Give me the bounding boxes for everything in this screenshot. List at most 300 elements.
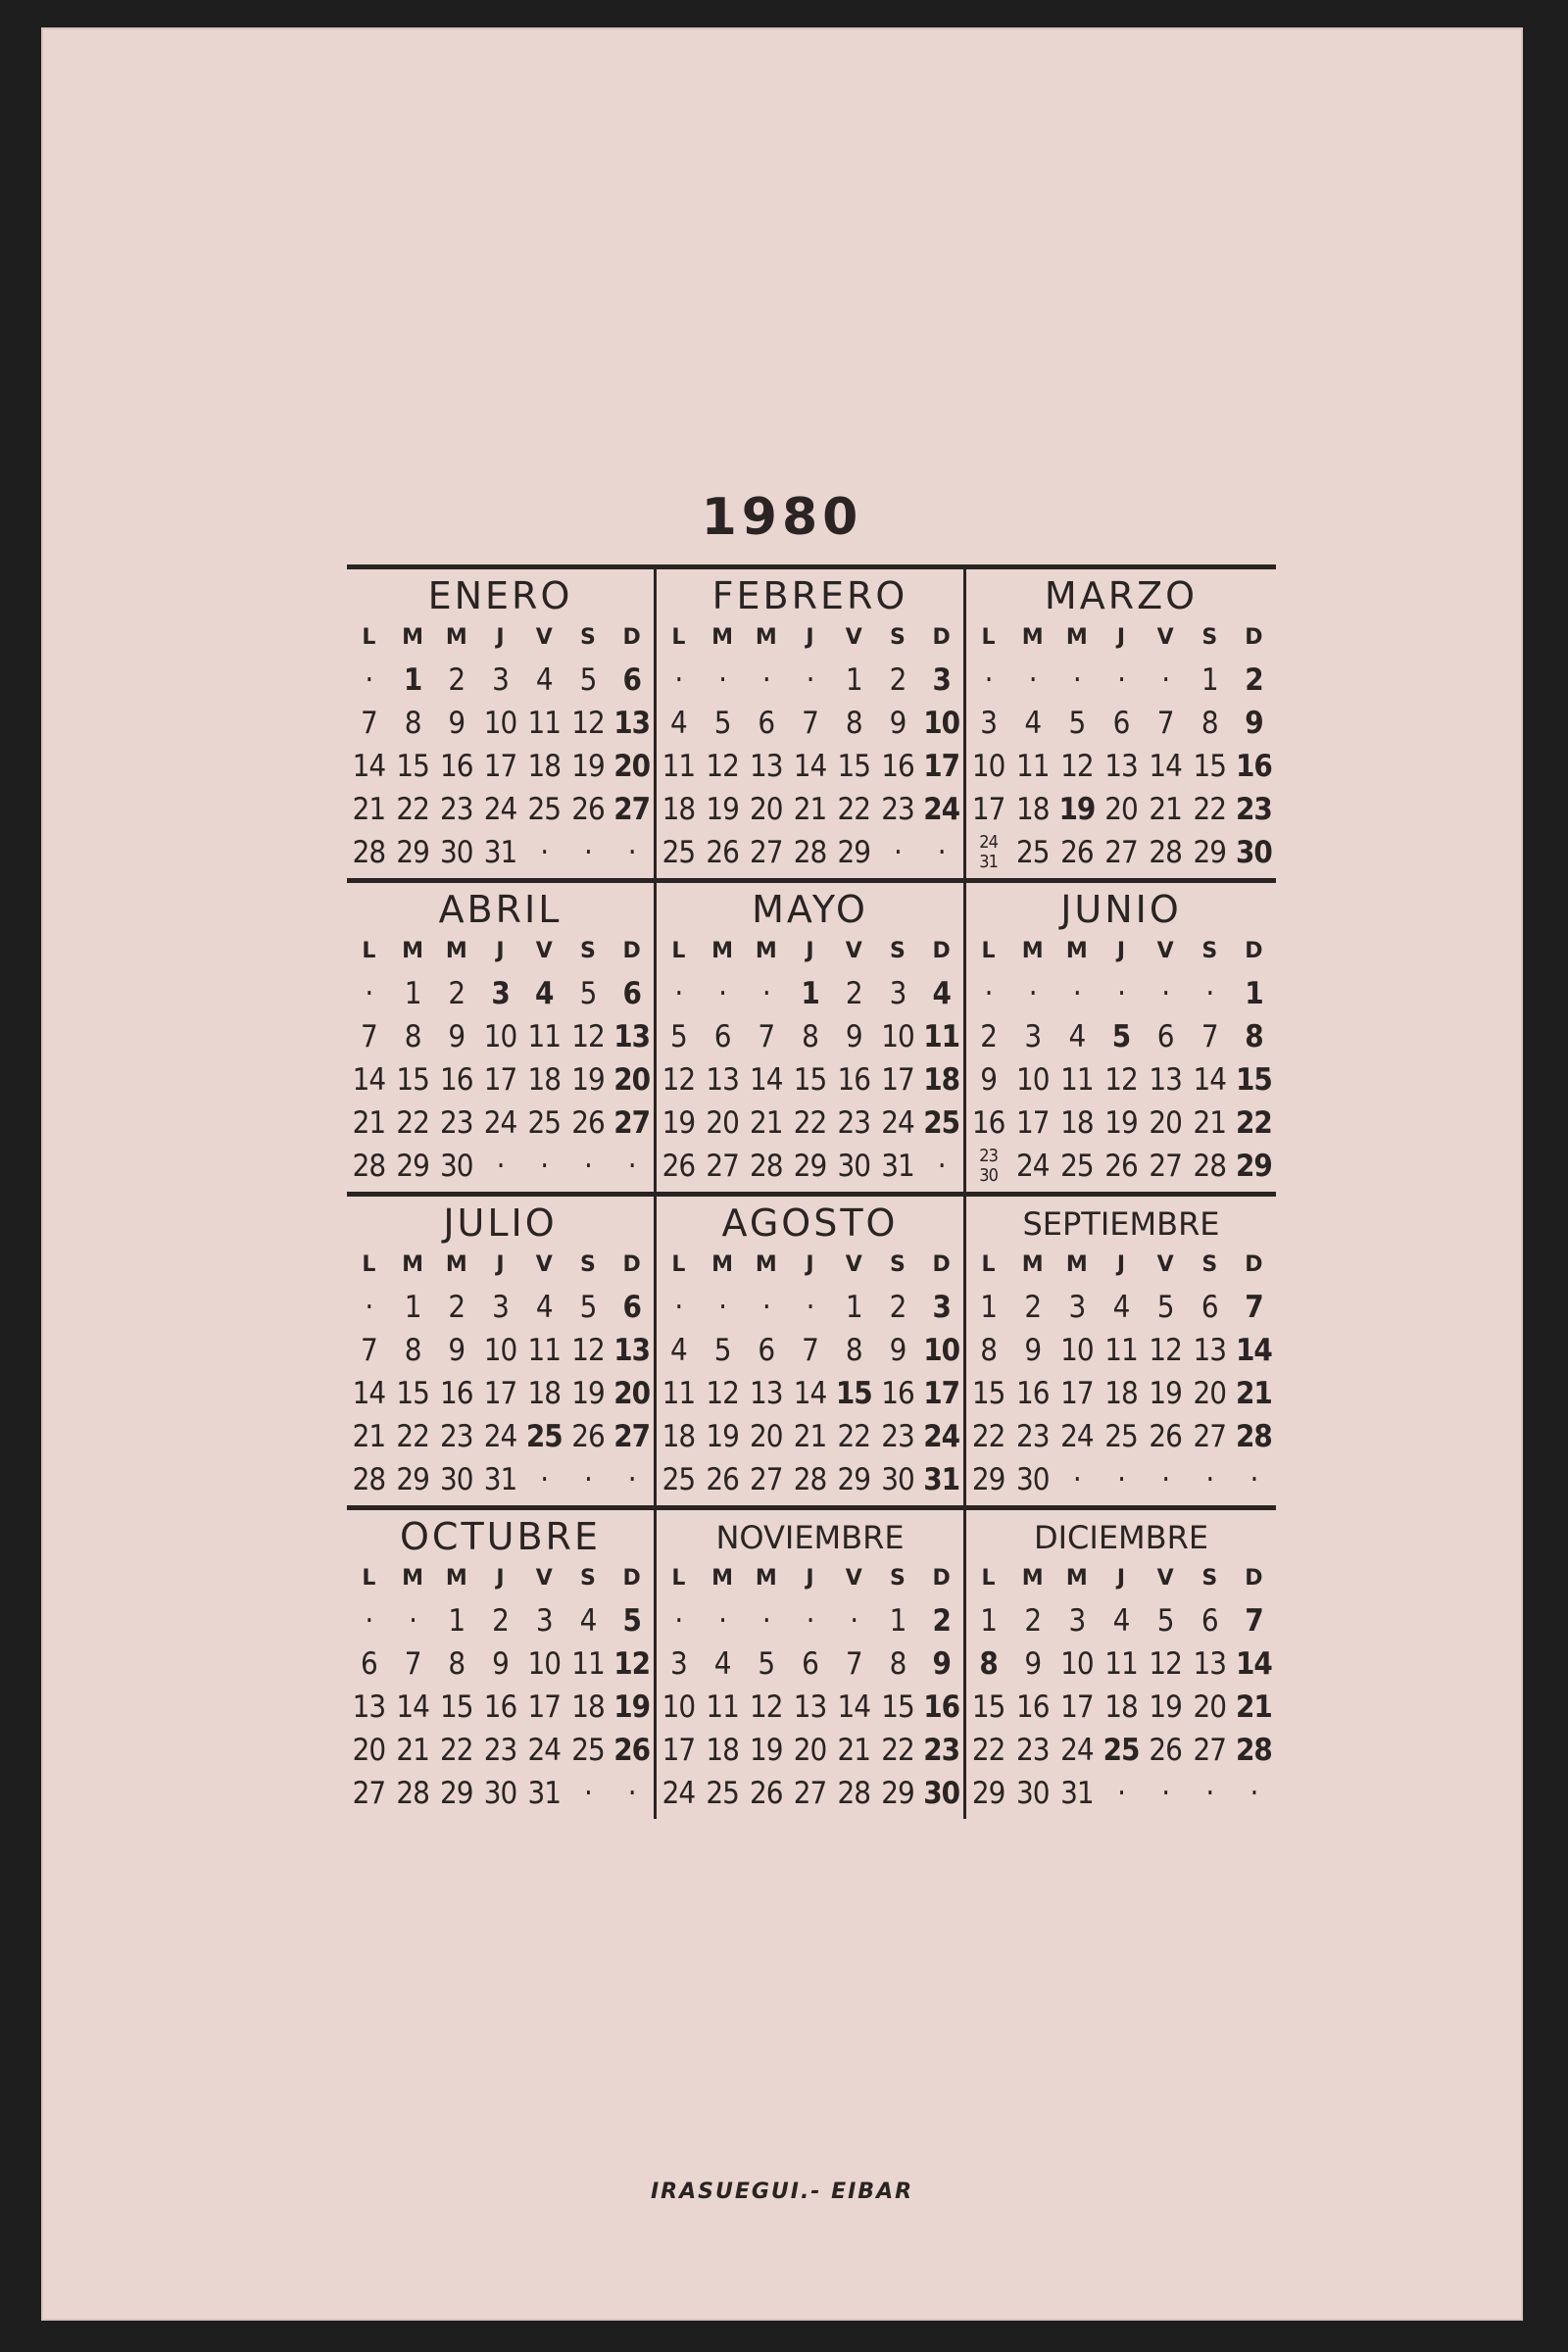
day-cell: 29 <box>793 1149 827 1184</box>
day-cell: 6 <box>758 1333 775 1368</box>
day-cell: 30 <box>837 1149 870 1184</box>
day-cell: 17 <box>1060 1376 1094 1411</box>
day-cell: · <box>1205 1462 1214 1497</box>
weekday-header-row <box>347 625 654 653</box>
day-cell: 21 <box>1236 1690 1272 1725</box>
day-cell: 18 <box>1104 1690 1138 1725</box>
weekday-header: M <box>711 1252 734 1277</box>
day-cell: 28 <box>793 1462 827 1497</box>
day-cell: 27 <box>352 1776 386 1811</box>
day-cell: · <box>1250 1776 1258 1811</box>
month-divider-rule <box>347 1192 654 1197</box>
weekday-header: L <box>981 1252 996 1277</box>
day-cell: 10 <box>483 1019 517 1054</box>
day-cell: 1 <box>404 976 421 1011</box>
weekday-header-row <box>347 1252 654 1280</box>
day-cell: 1 <box>448 1603 466 1639</box>
weeks <box>657 1599 963 1815</box>
day-cell: 10 <box>527 1646 561 1682</box>
weekday-header: M <box>445 1252 467 1277</box>
day-cell: 27 <box>750 1462 783 1497</box>
day-cell: · <box>365 1603 373 1639</box>
day-cell: 31 <box>483 1462 517 1497</box>
month-divider-rule <box>347 564 654 569</box>
weekday-header: L <box>981 625 996 650</box>
weekday-header: D <box>622 1566 641 1591</box>
weekday-header: L <box>981 1566 996 1591</box>
day-cell: 1 <box>404 1290 421 1325</box>
month-abril <box>347 878 657 1192</box>
day-cell: · <box>850 1603 858 1639</box>
day-cell: 27 <box>613 792 651 827</box>
day-cell: 7 <box>1200 1019 1218 1054</box>
day-cell: 11 <box>923 1019 960 1054</box>
day-cell: 8 <box>845 706 862 741</box>
day-cell: · <box>627 1462 636 1497</box>
weekday-header: M <box>402 1252 424 1277</box>
day-cell: · <box>937 835 946 870</box>
day-cell: 22 <box>837 1419 870 1454</box>
day-cell: · <box>1072 976 1081 1011</box>
day-cell: 1 <box>980 1603 997 1639</box>
month-name: MARZO <box>1044 574 1199 617</box>
day-cell: 3 <box>1068 1603 1086 1639</box>
day-cell: 9 <box>845 1019 862 1054</box>
day-cell: 27 <box>750 835 783 870</box>
day-cell: · <box>627 1149 636 1184</box>
week-row <box>347 1772 654 1815</box>
day-cell: 6 <box>1200 1603 1218 1639</box>
month-mayo <box>657 878 966 1192</box>
day-cell: 11 <box>527 1019 561 1054</box>
day-cell: · <box>761 976 770 1011</box>
month-name: FEBRERO <box>711 574 908 617</box>
day-cell: 5 <box>579 1290 597 1325</box>
day-cell: 13 <box>1104 749 1138 784</box>
day-cell: 5 <box>758 1646 775 1682</box>
day-cell: 2 <box>448 976 466 1011</box>
day-cell: 9 <box>1024 1646 1042 1682</box>
printer-imprint: IRASUEGUI.- EIBAR <box>650 2180 914 2204</box>
day-cell: 1 <box>845 1290 862 1325</box>
day-cell: 9 <box>448 706 466 741</box>
day-cell: 30 <box>440 1462 473 1497</box>
month-divider-rule <box>966 1505 1276 1510</box>
day-cell: 2 <box>889 662 906 698</box>
day-cell: 8 <box>980 1333 997 1368</box>
weekday-header-row <box>966 1252 1276 1280</box>
day-cell: 26 <box>613 1733 651 1768</box>
day-cell: 19 <box>706 792 739 827</box>
day-cell: 1 <box>1245 976 1263 1011</box>
day-cell: · <box>540 1149 549 1184</box>
week-row <box>347 745 654 788</box>
day-cell: 4 <box>1068 1019 1086 1054</box>
weekday-header: V <box>535 625 553 650</box>
day-cell: 30 <box>440 1149 473 1184</box>
day-cell: 15 <box>1193 749 1227 784</box>
day-cell: 11 <box>1060 1062 1094 1098</box>
day-cell: 14 <box>352 1062 386 1098</box>
weekday-header: J <box>1116 1566 1126 1591</box>
weekday-header: S <box>890 1566 906 1591</box>
weekday-header-row <box>657 625 963 653</box>
day-cell: 20 <box>750 1419 783 1454</box>
day-cell: 18 <box>527 749 561 784</box>
weeks <box>966 972 1276 1188</box>
day-cell: 19 <box>1149 1376 1182 1411</box>
day-cell: 23 <box>440 1419 473 1454</box>
day-cell: 13 <box>1149 1062 1182 1098</box>
day-cell: · <box>1117 1462 1125 1497</box>
day-cell: · <box>365 1290 373 1325</box>
day-cell: 19 <box>571 1062 605 1098</box>
weekday-header: V <box>845 625 862 650</box>
day-cell: 23 <box>923 1733 960 1768</box>
weekday-header: M <box>755 1252 777 1277</box>
day-cell: 26 <box>1060 835 1094 870</box>
day-cell: · <box>806 1603 814 1639</box>
day-cell: 9 <box>448 1019 466 1054</box>
weekday-header: V <box>535 1566 553 1591</box>
day-cell: · <box>894 835 902 870</box>
weekday-header: L <box>671 625 686 650</box>
day-cell: 23 <box>440 1105 473 1141</box>
day-cell: 13 <box>750 1376 783 1411</box>
month-name: DICIEMBRE <box>1033 1519 1209 1556</box>
weekday-header: J <box>806 625 814 650</box>
day-cell: 21 <box>837 1733 870 1768</box>
day-cell: 28 <box>1149 835 1182 870</box>
day-cell: 25 <box>571 1733 605 1768</box>
weekday-header: D <box>1245 1252 1263 1277</box>
day-cell: 28 <box>352 1462 386 1497</box>
day-cell: 14 <box>1193 1062 1227 1098</box>
week-row <box>657 1329 963 1372</box>
day-cell: · <box>365 976 373 1011</box>
day-cell: 14 <box>793 1376 827 1411</box>
day-cell: 26 <box>706 835 739 870</box>
day-cell: 17 <box>662 1733 696 1768</box>
day-cell: · <box>365 662 373 698</box>
day-cell: · <box>674 976 683 1011</box>
day-cell: · <box>409 1603 416 1639</box>
month-divider-rule <box>966 878 1276 883</box>
day-cell: 25 <box>706 1776 739 1811</box>
day-cell: 21 <box>352 1419 386 1454</box>
day-cell: 14 <box>1149 749 1182 784</box>
day-cell: 18 <box>662 792 696 827</box>
weekday-header: D <box>622 625 641 650</box>
week-row <box>966 1102 1276 1145</box>
day-cell: 16 <box>971 1105 1005 1141</box>
day-cell: 1 <box>845 662 862 698</box>
week-row <box>966 972 1276 1015</box>
day-cell: 3 <box>932 662 951 698</box>
day-cell: 4 <box>1112 1603 1130 1639</box>
day-cell: 4 <box>1024 706 1042 741</box>
day-cell: 11 <box>1015 749 1050 784</box>
day-cell: 16 <box>440 749 473 784</box>
month-septiembre <box>966 1192 1276 1505</box>
weekday-header: M <box>445 1566 467 1591</box>
day-cell: 12 <box>1060 749 1094 784</box>
day-cell: 7 <box>758 1019 775 1054</box>
weekday-header: M <box>402 1566 424 1591</box>
day-cell: 7 <box>802 706 818 741</box>
week-row <box>347 1729 654 1772</box>
day-cell: · <box>1117 1776 1125 1811</box>
day-cell: 1 <box>980 1290 997 1325</box>
month-agosto <box>657 1192 966 1505</box>
day-cell: 20 <box>1193 1690 1227 1725</box>
week-row <box>657 1729 963 1772</box>
weeks <box>347 1599 654 1815</box>
day-cell: 24 <box>923 1419 960 1454</box>
weekday-header: D <box>932 939 951 963</box>
day-cell: 12 <box>706 1376 739 1411</box>
month-name: NOVIEMBRE <box>715 1519 905 1556</box>
month-name: ABRIL <box>438 888 563 931</box>
day-cell: 5 <box>1156 1603 1174 1639</box>
day-cell: · <box>1205 976 1214 1011</box>
month-name: OCTUBRE <box>400 1515 601 1558</box>
day-cell: 3 <box>889 976 906 1011</box>
day-cell: 6 <box>622 1290 641 1325</box>
day-cell: 20 <box>1104 792 1138 827</box>
day-cell: 25 <box>662 835 696 870</box>
day-cell: 25 <box>1060 1149 1094 1184</box>
weekday-header: L <box>362 1252 376 1277</box>
day-cell: 14 <box>837 1690 870 1725</box>
day-cell: 11 <box>662 1376 696 1411</box>
day-cell: · <box>1028 662 1037 698</box>
month-marzo <box>966 564 1276 878</box>
month-diciembre <box>966 1505 1276 1819</box>
day-cell: 23 <box>1236 792 1272 827</box>
day-cell: 16 <box>440 1376 473 1411</box>
day-cell: 2 <box>845 976 862 1011</box>
month-noviembre <box>657 1505 966 1819</box>
day-cell: 21 <box>1149 792 1182 827</box>
weekday-header: L <box>362 939 376 963</box>
day-cell: 12 <box>571 706 605 741</box>
day-cell: 27 <box>706 1149 739 1184</box>
week-row <box>657 1372 963 1415</box>
month-divider-rule <box>657 878 963 883</box>
day-cell: 8 <box>404 706 421 741</box>
month-row <box>347 1192 1276 1505</box>
day-cell: 30 <box>440 835 473 870</box>
day-cell: 9 <box>1024 1333 1042 1368</box>
weekday-header: D <box>622 939 641 963</box>
weekday-header: S <box>1201 1566 1218 1591</box>
week-row <box>347 831 654 874</box>
day-cell: 22 <box>971 1733 1005 1768</box>
day-cell: 26 <box>1149 1733 1182 1768</box>
weekday-header: M <box>1021 939 1044 963</box>
weekday-header: J <box>1116 1252 1126 1277</box>
day-cell: 21 <box>1236 1376 1272 1411</box>
day-cell: 7 <box>802 1333 818 1368</box>
weekday-header: J <box>496 625 505 650</box>
week-row <box>966 1458 1276 1501</box>
day-cell: 4 <box>669 1333 687 1368</box>
day-cell: 6 <box>1200 1290 1218 1325</box>
day-cell: 12 <box>662 1062 696 1098</box>
day-cell: 23 <box>881 792 914 827</box>
month-name: SEPTIEMBRE <box>1022 1205 1220 1243</box>
day-cell: 17 <box>881 1062 914 1098</box>
day-cell: 22 <box>1236 1105 1272 1141</box>
weekday-header: V <box>845 939 862 963</box>
day-cell: 8 <box>1200 706 1218 741</box>
week-row <box>347 1686 654 1729</box>
day-cell: 19 <box>571 749 605 784</box>
weekday-header: J <box>1116 939 1126 963</box>
weekday-header: V <box>1156 625 1174 650</box>
day-cell: 18 <box>527 1376 561 1411</box>
day-cell: · <box>1072 662 1081 698</box>
day-cell: 28 <box>396 1776 429 1811</box>
weekday-header: V <box>845 1566 862 1591</box>
day-cell: · <box>718 1603 726 1639</box>
day-cell: 31 <box>881 1149 914 1184</box>
weekday-header: L <box>362 625 376 650</box>
weekday-header: J <box>496 1566 505 1591</box>
weekday-header: M <box>711 625 734 650</box>
weekday-header: J <box>806 1252 814 1277</box>
day-cell: 24 <box>1060 1733 1094 1768</box>
day-cell: · <box>1161 1462 1170 1497</box>
day-cell: 21 <box>352 1105 386 1141</box>
week-row <box>347 659 654 702</box>
day-cell: 2 <box>889 1290 906 1325</box>
day-cell: 27 <box>1104 835 1138 870</box>
week-row <box>966 788 1276 831</box>
day-cell: 10 <box>881 1019 914 1054</box>
day-cell: 5 <box>669 1019 687 1054</box>
weekday-header: S <box>580 625 596 650</box>
day-cell: 27 <box>613 1419 651 1454</box>
month-name: AGOSTO <box>721 1201 899 1245</box>
day-cell: 10 <box>483 706 517 741</box>
weekday-header: M <box>1065 939 1088 963</box>
day-cell: 24 <box>483 1105 517 1141</box>
weekday-header: M <box>1065 625 1088 650</box>
weekday-header: M <box>1021 625 1044 650</box>
day-cell: 14 <box>1236 1646 1272 1682</box>
day-cell: 29 <box>837 835 870 870</box>
day-cell: 10 <box>923 1333 960 1368</box>
day-cell: 12 <box>1104 1062 1138 1098</box>
day-cell: 21 <box>793 1419 827 1454</box>
day-cell: 22 <box>971 1419 1005 1454</box>
day-cell: 12 <box>613 1646 651 1682</box>
day-cell: · <box>1161 1776 1170 1811</box>
day-cell: · <box>761 1290 770 1325</box>
day-cell: 16 <box>1015 1690 1050 1725</box>
weekday-header: V <box>535 1252 553 1277</box>
day-cell: 7 <box>845 1646 862 1682</box>
day-cell: · <box>674 1603 683 1639</box>
weekday-header: M <box>1021 1252 1044 1277</box>
weekday-header: J <box>806 1566 814 1591</box>
day-cell: · <box>584 835 592 870</box>
week-row <box>347 972 654 1015</box>
day-cell: 13 <box>613 1019 651 1054</box>
week-row <box>966 1058 1276 1102</box>
day-cell: 18 <box>1060 1105 1094 1141</box>
day-cell: 17 <box>1015 1105 1050 1141</box>
day-cell: 4 <box>1112 1290 1130 1325</box>
day-cell: 19 <box>706 1419 739 1454</box>
weekday-header: J <box>806 939 814 963</box>
month-divider-rule <box>657 1505 963 1510</box>
weekday-header: S <box>1201 1252 1218 1277</box>
weekday-header: S <box>890 625 906 650</box>
day-cell: 22 <box>396 1419 429 1454</box>
day-cell: 8 <box>404 1019 421 1054</box>
day-cell: 30 <box>881 1462 914 1497</box>
week-row <box>347 1286 654 1329</box>
day-cell: 20 <box>613 1376 651 1411</box>
day-cell: 3 <box>492 1290 509 1325</box>
day-cell: 21 <box>750 1105 783 1141</box>
day-cell: 20 <box>613 749 651 784</box>
day-cell: 5 <box>579 662 597 698</box>
day-cell: 31 <box>483 835 517 870</box>
day-cell: 6 <box>1156 1019 1174 1054</box>
weekday-header-row <box>966 625 1276 653</box>
day-cell: 13 <box>1193 1333 1227 1368</box>
weekday-header: M <box>1065 1252 1088 1277</box>
day-cell: 4 <box>535 1290 553 1325</box>
day-cell: 25 <box>1015 835 1050 870</box>
day-cell: 19 <box>1104 1105 1138 1141</box>
week-row <box>966 1686 1276 1729</box>
day-cell: · <box>1161 662 1170 698</box>
day-cell: 12 <box>1149 1646 1182 1682</box>
day-cell: 29 <box>837 1462 870 1497</box>
day-cell: 11 <box>706 1690 739 1725</box>
day-cell: 4 <box>579 1603 597 1639</box>
day-cell: 6 <box>622 976 641 1011</box>
day-cell: 23 <box>881 1419 914 1454</box>
day-cell: 3 <box>669 1646 687 1682</box>
weeks <box>347 659 654 874</box>
day-cell: 28 <box>793 835 827 870</box>
day-cell: · <box>1028 976 1037 1011</box>
day-cell: 4 <box>713 1646 731 1682</box>
day-cell: 4 <box>535 976 554 1011</box>
day-cell: 7 <box>360 1019 377 1054</box>
day-cell: 30 <box>483 1776 517 1811</box>
month-divider-rule <box>347 1505 654 1510</box>
day-cell: 26 <box>750 1776 783 1811</box>
week-row <box>657 1015 963 1058</box>
month-divider-rule <box>347 878 654 883</box>
weekday-header: M <box>1065 1566 1088 1591</box>
weeks <box>966 1599 1276 1815</box>
day-cell: 12 <box>750 1690 783 1725</box>
day-cell: 14 <box>793 749 827 784</box>
weekday-header: L <box>671 1566 686 1591</box>
week-row <box>966 1145 1276 1188</box>
month-name: ENERO <box>427 574 573 617</box>
day-cell: 22 <box>793 1105 827 1141</box>
day-cell: 18 <box>527 1062 561 1098</box>
